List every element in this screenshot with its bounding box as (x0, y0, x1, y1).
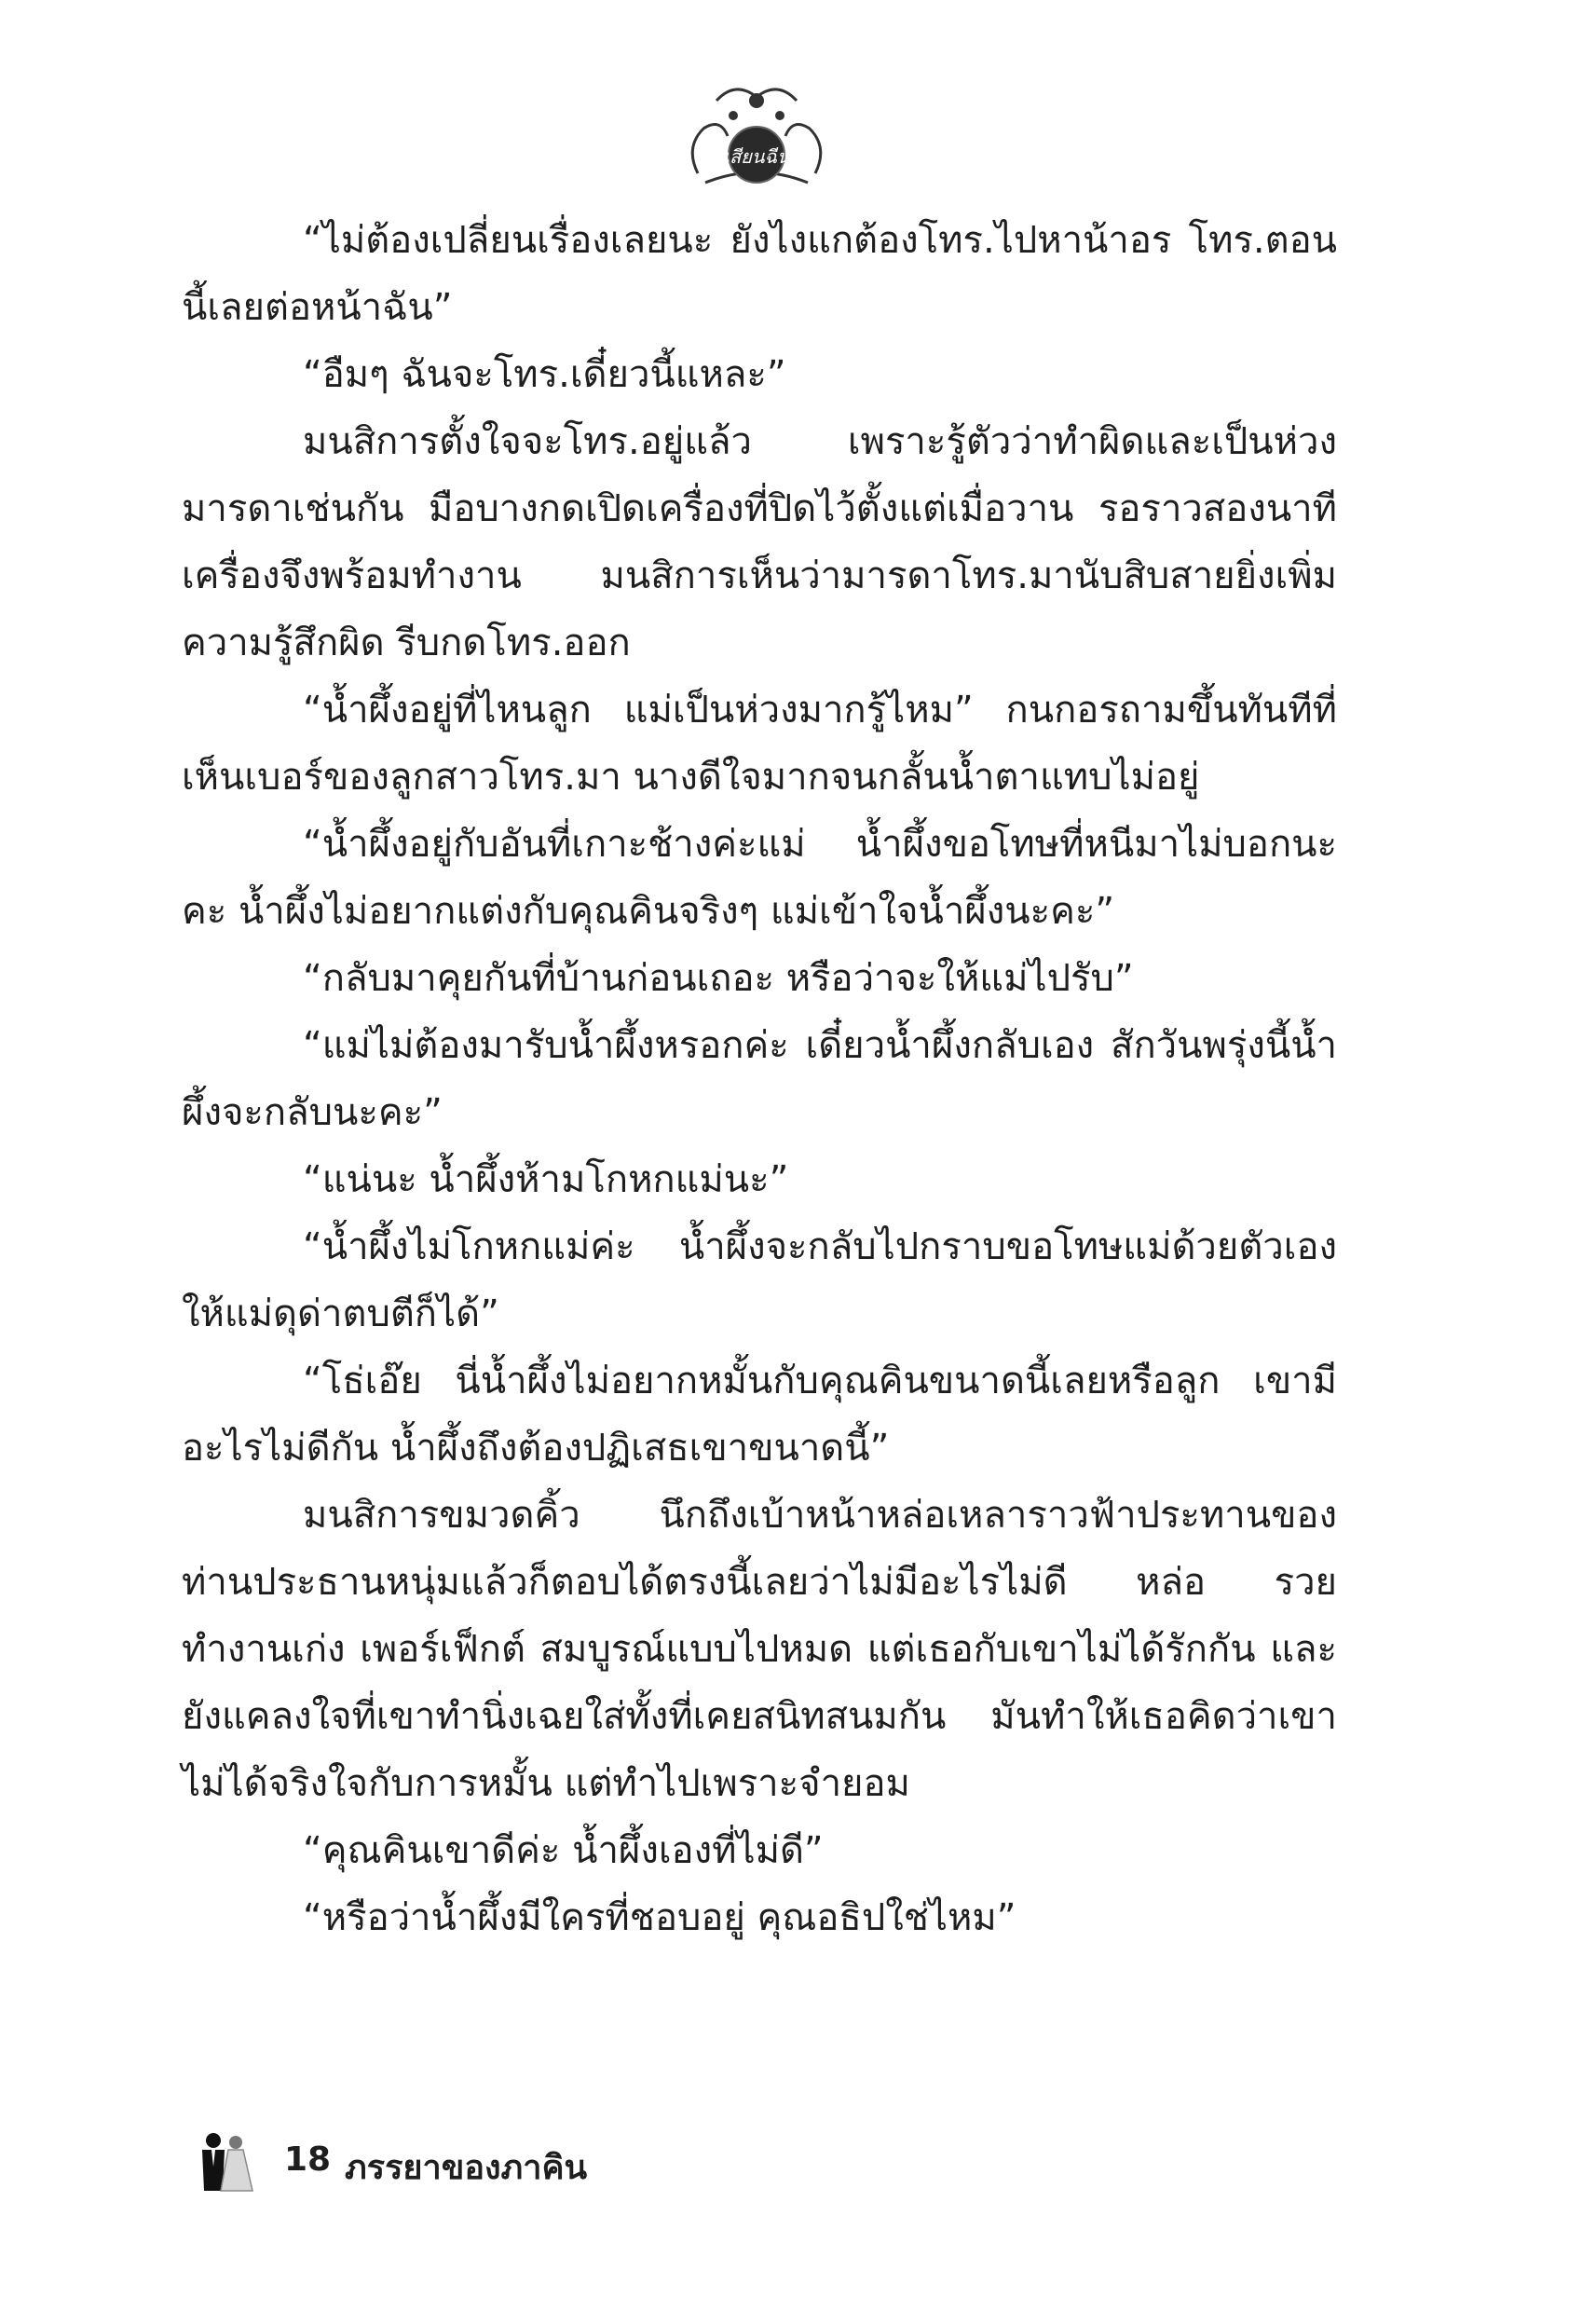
logo-text: เสียนฉีน (723, 145, 790, 168)
decorative-ornament-logo (679, 73, 834, 194)
book-title: ภรรยาของภาคิน (345, 2149, 588, 2187)
paragraph: “โธ่เอ๊ย นี่น้ำผึ้งไม่อยากหมั้นกับคุณคินขนาดนี้เลยหรือลูก เขามีอะไรไม่ดีกัน น้ำผึ้งถึงต้องปฏิเสธเขาขนาดนี้” (182, 1360, 1337, 1470)
paragraph: มนสิการตั้งใจจะโทร.อยู่แล้ว เพราะรู้ตัวว่าทำผิดและเป็นห่วงมารดาเช่นกัน มือบางกดเปิดเครื่องที่ปิดไว้ตั้งแต่เมื่อวาน รอราวสองนาทีเครื่องจึงพร้อมทำงาน มนสิการเห็นว่ามารดาโทร.มานับสิบสายยิ่งเพิ่มความรู้สึกผิด รีบกดโทร.ออก (182, 420, 1337, 664)
paragraph: “แม่ไม่ต้องมารับน้ำผึ้งหรอกค่ะ เดี๋ยวน้ำผึ้งกลับเอง สักวันพรุ่งนี้น้ำผึ้งจะกลับนะคะ” (182, 1024, 1337, 1134)
paragraph: มนสิการขมวดคิ้ว นึกถึงเบ้าหน้าหล่อเหลาราวฟ้าประทานของท่านประธานหนุ่มแล้วก็ตอบได้ตรงนี้เลยว่าไม่มีอะไรไม่ดี หล่อ รวย ทำงานเก่ง เพอร์เฟ็กต์ สมบูรณ์แบบไปหมด แต่เธอกับเขาไม่ได้รักกัน และยังแคลงใจที่เขาทำนิ่งเฉยใส่ทั้งที่เคยสนิทสนมกัน มันทำให้เธอคิดว่าเขาไม่ได้จริงใจกับการหมั้น แต่ทำไปเพราะจำยอม (182, 1494, 1337, 1805)
paragraph: “ไม่ต้องเปลี่ยนเรื่องเลยนะ ยังไงแกต้องโทร.ไปหาน้าอร โทร.ตอนนี้เลยต่อหน้าฉัน” (182, 219, 1337, 329)
page-footer (191, 2129, 750, 2195)
paragraph: “น้ำผึ้งอยู่ที่ไหนลูก แม่เป็นห่วงมากรู้ไหม” กนกอรถามขึ้นทันทีที่เห็นเบอร์ของลูกสาวโทร.มา นางดีใจมากจนกลั้นน้ำตาแทบไม่อยู่ (182, 689, 1337, 799)
page-number: 18 (284, 2140, 332, 2179)
paragraph: “น้ำผึ้งไม่โกหกแม่ค่ะ น้ำผึ้งจะกลับไปกราบขอโทษแม่ด้วยตัวเองให้แม่ดุด่าตบตีก็ได้” (182, 1225, 1337, 1335)
paragraph: “น้ำผึ้งอยู่กับอันที่เกาะช้างค่ะแม่ น้ำผึ้งขอโทษที่หนีมาไม่บอกนะคะ น้ำผึ้งไม่อยากแต่งกับคุณคินจริงๆ แม่เข้าใจน้ำผึ้งนะคะ” (182, 823, 1337, 933)
paragraph: “หรือว่าน้ำผึ้งมีใครที่ชอบอยู่ คุณอธิปใช่ไหม” (303, 1896, 1016, 1939)
paragraph: “คุณคินเขาดีค่ะ น้ำผึ้งเองที่ไม่ดี” (303, 1829, 824, 1872)
paragraph: “แน่นะ น้ำผึ้งห้ามโกหกแม่นะ” (303, 1158, 789, 1201)
paragraph: “อืมๆ ฉันจะโทร.เดี๋ยวนี้แหละ” (303, 353, 786, 396)
bride-groom-icon (191, 2129, 256, 2195)
body-text (182, 207, 1337, 1951)
paragraph: “กลับมาคุยกันที่บ้านก่อนเถอะ หรือว่าจะให้แม่ไปรับ” (303, 957, 1134, 1000)
